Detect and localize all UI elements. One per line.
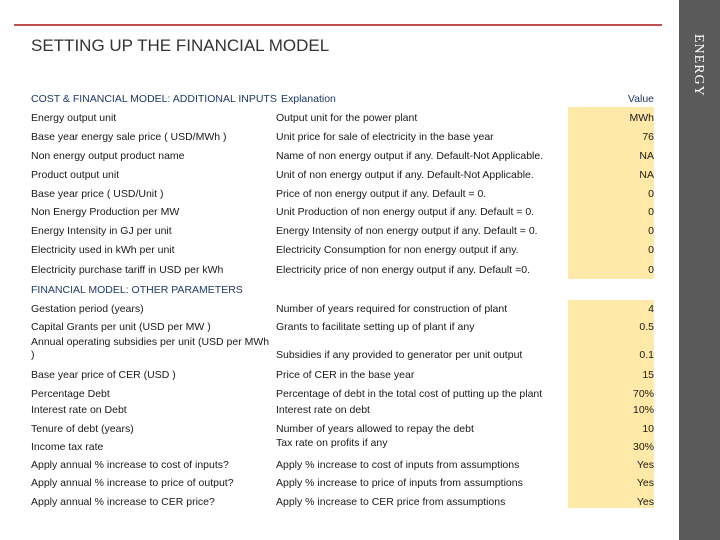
row-label: Interest rate on Debt	[31, 404, 127, 416]
row-label: Apply annual % increase to CER price?	[31, 496, 215, 508]
section-header-other-parameters: FINANCIAL MODEL: OTHER PARAMETERS	[31, 284, 243, 296]
row-value[interactable]: 4	[648, 303, 654, 315]
row-value[interactable]: MWh	[629, 112, 654, 124]
row-value[interactable]: 0	[648, 206, 654, 218]
row-label: Energy output unit	[31, 112, 117, 124]
row-explanation: Subsidies if any provided to generator per unit output	[276, 349, 523, 361]
row-explanation: Number of years required for construction of plant	[276, 303, 508, 315]
row-explanation: Grants to facilitate setting up of plant if any	[276, 321, 475, 333]
table-header-inputs: COST & FINANCIAL MODEL: ADDITIONAL INPUTS	[31, 93, 277, 105]
row-value[interactable]: 15	[642, 369, 654, 381]
row-label: Non Energy Production per MW	[31, 206, 180, 218]
row-value[interactable]: Yes	[636, 496, 654, 508]
row-explanation: Name of non energy output if any. Default-Not Applicable.	[276, 150, 544, 162]
side-label: ENERGY	[691, 34, 706, 97]
row-label: Electricity purchase tariff in USD per kWh	[31, 264, 224, 276]
row-value[interactable]: NA	[639, 150, 654, 162]
row-value[interactable]: 0	[648, 225, 654, 237]
row-value[interactable]: 0	[648, 188, 654, 200]
row-value[interactable]: 76	[642, 131, 654, 143]
slide-title: SETTING UP THE FINANCIAL MODEL	[31, 36, 330, 55]
row-explanation: Interest rate on debt	[276, 404, 370, 416]
row-label: Electricity used in kWh per unit	[31, 244, 175, 256]
row-explanation: Unit price for sale of electricity in the base year	[276, 131, 494, 143]
row-explanation: Unit of non energy output if any. Default-Not Applicable.	[276, 169, 534, 181]
row-label: Non energy output product name	[31, 150, 185, 162]
title-rule	[14, 24, 662, 26]
row-label: Tenure of debt (years)	[31, 423, 134, 435]
row-value[interactable]: 70%	[632, 388, 654, 400]
row-label: Product output unit	[31, 169, 120, 181]
row-explanation: Price of CER in the base year	[276, 369, 415, 381]
row-explanation: Energy Intensity of non energy output if any. Default = 0.	[276, 225, 538, 237]
row-explanation: Apply % increase to price of inputs from assumptions	[276, 477, 523, 489]
row-label: Apply annual % increase to cost of inputs?	[31, 459, 229, 471]
row-value[interactable]: 30%	[632, 441, 654, 453]
row-value[interactable]: 10	[642, 423, 654, 435]
row-label: Apply annual % increase to price of output?	[31, 477, 234, 489]
row-label: Energy Intensity in GJ per unit	[31, 225, 172, 237]
row-value[interactable]: 0	[648, 244, 654, 256]
row-explanation: Tax rate on profits if any	[276, 437, 388, 449]
value-input-block-1	[568, 107, 654, 279]
row-value[interactable]: 10%	[632, 404, 654, 416]
row-explanation: Percentage of debt in the total cost of putting up the plant	[276, 388, 543, 400]
row-explanation: Output unit for the power plant	[276, 112, 418, 124]
row-value[interactable]: Yes	[636, 459, 654, 471]
row-label: Capital Grants per unit (USD per MW )	[31, 321, 211, 333]
row-explanation: Unit Production of non energy output if any. Default = 0.	[276, 206, 535, 218]
row-label: Base year price of CER (USD )	[31, 369, 176, 381]
row-value[interactable]: NA	[639, 169, 654, 181]
row-value[interactable]: 0	[648, 264, 654, 276]
table-header-value: Value	[627, 93, 654, 105]
row-label: Base year energy sale price ( USD/MWh )	[31, 131, 227, 143]
row-explanation: Electricity price of non energy output if any. Default =0.	[276, 264, 530, 276]
row-label: Income tax rate	[31, 441, 104, 453]
row-label: Percentage Debt	[31, 388, 110, 400]
row-explanation: Number of years allowed to repay the debt	[276, 423, 474, 435]
row-explanation: Electricity Consumption for non energy output if any.	[276, 244, 519, 256]
row-value[interactable]: Yes	[636, 477, 654, 489]
row-value[interactable]: 0.1	[639, 349, 654, 361]
table-header-explanation: Explanation	[281, 93, 336, 105]
row-explanation: Apply % increase to cost of inputs from assumptions	[276, 459, 520, 471]
row-label: Base year price ( USD/Unit )	[31, 188, 164, 200]
row-label: Annual operating subsidies per unit (USD per MWh )	[31, 336, 270, 361]
row-value[interactable]: 0.5	[639, 321, 654, 333]
row-explanation: Apply % increase to CER price from assumptions	[276, 496, 506, 508]
row-explanation: Price of non energy output if any. Default = 0.	[276, 188, 487, 200]
row-label: Gestation period (years)	[31, 303, 144, 315]
